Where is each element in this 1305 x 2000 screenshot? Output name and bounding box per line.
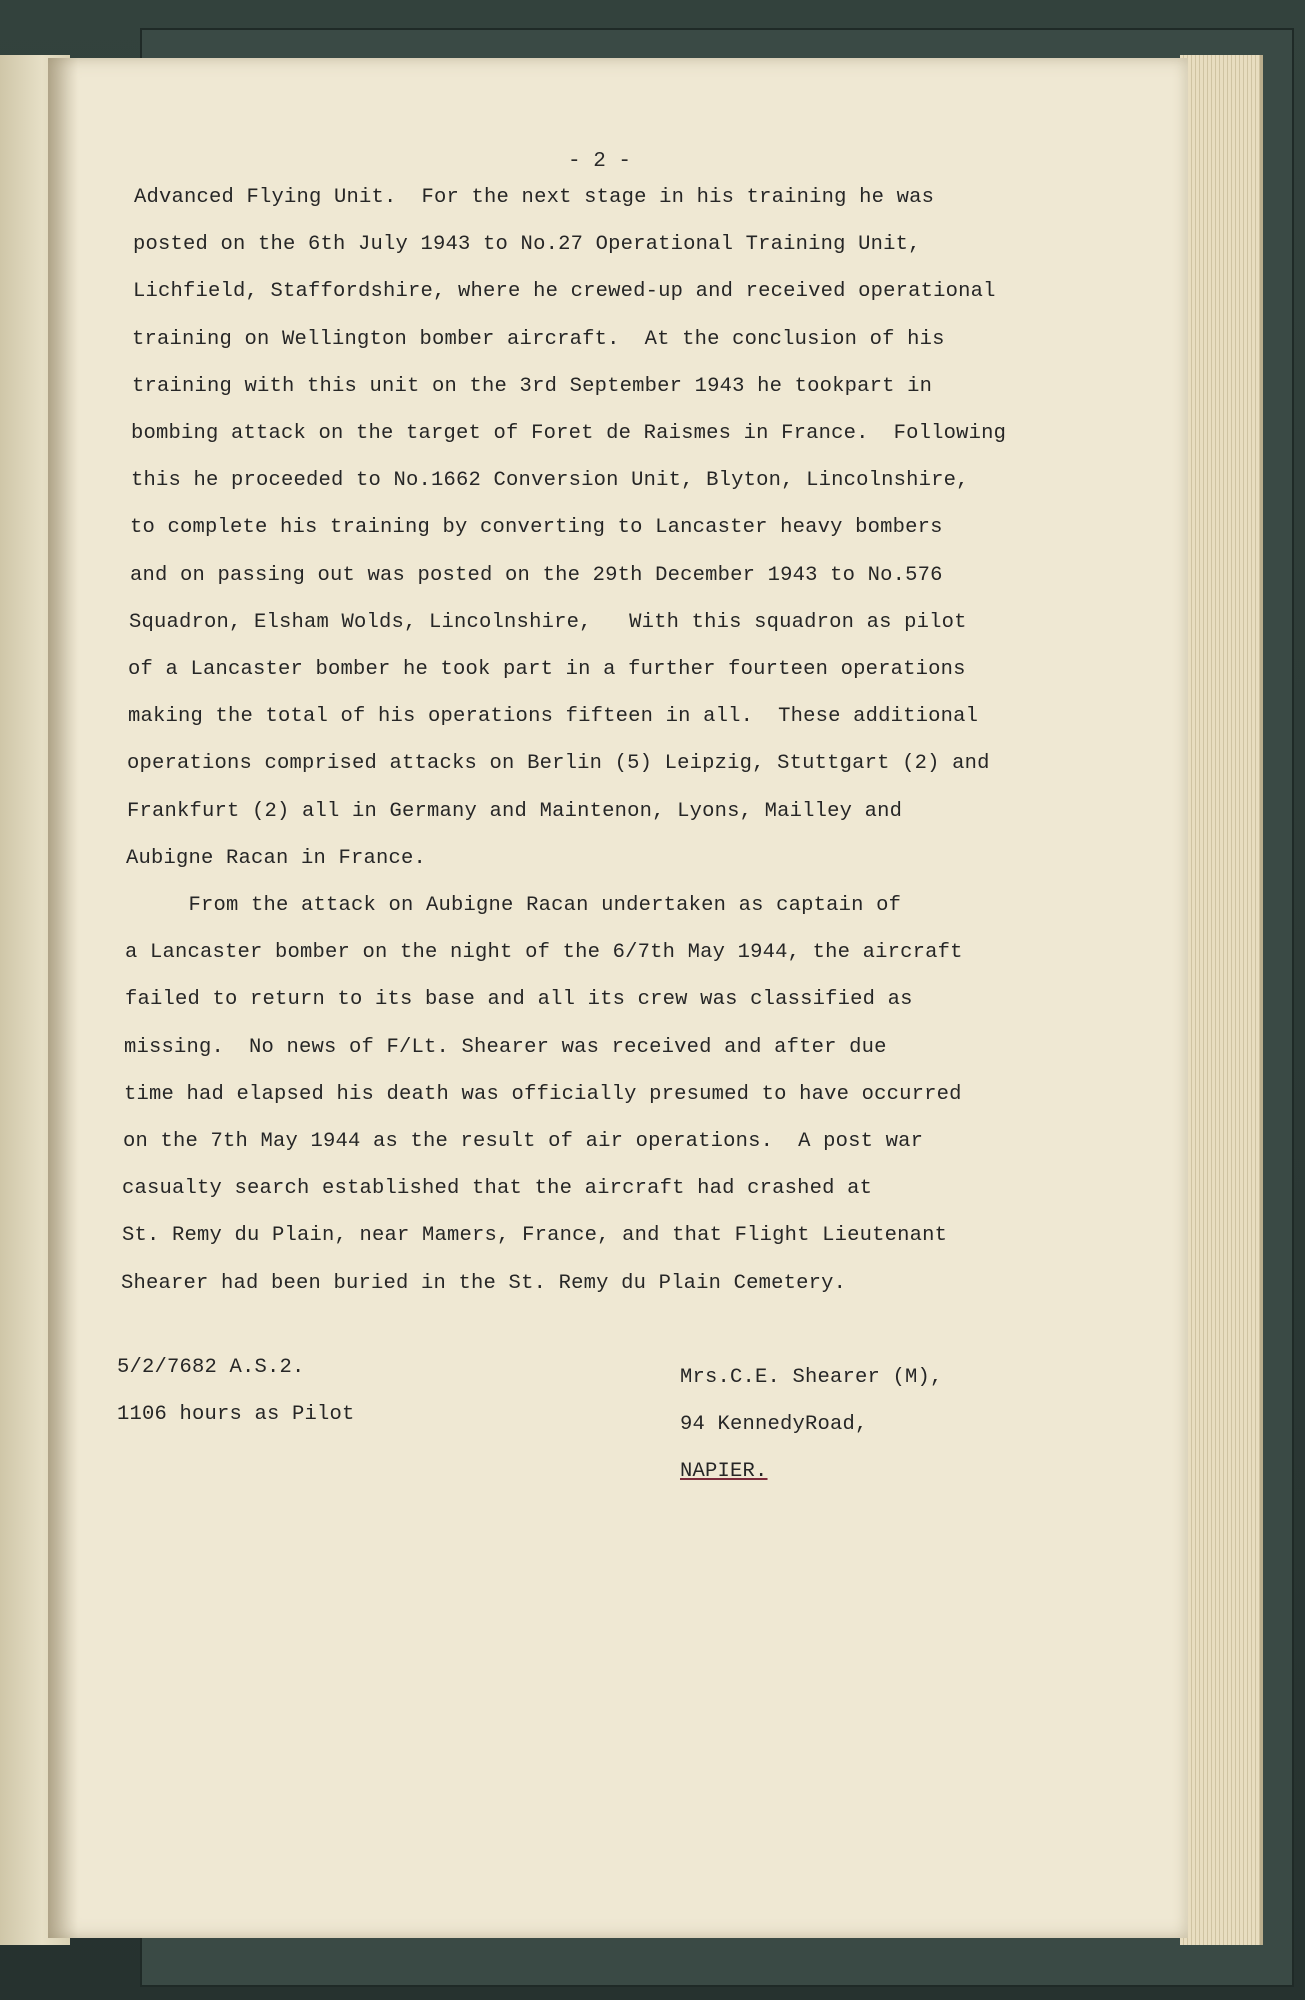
document-page [48,58,1188,1938]
text-line: Frankfurt (2) all in Germany and Maintenon, Lyons, Mailley and [127,799,903,823]
text-line: a Lancaster bomber on the night of the 6/7th May 1944, the aircraft [125,941,963,965]
text-line: time had elapsed his death was officially presumed to have occurred [124,1082,962,1106]
text-line: operations comprised attacks on Berlin (5) Leipzig, Stuttgart (2) and [127,752,990,776]
text-line: Lichfield, Staffordshire, where he crewed-up and received operational [133,280,996,304]
text-line: bombing attack on the target of Foret de Raismes in France. Following [131,422,1007,445]
next-of-kin-town: NAPIER. [680,1460,768,1483]
reference-number: 5/2/7682 A.S.2. [117,1356,305,1379]
text-line: From the attack on Aubigne Racan undertaken as captain of [126,894,902,917]
text-line: casualty search established that the aircraft had crashed at [122,1177,873,1201]
text-line: Shearer had been buried in the St. Remy du Plain Cemetery. [121,1271,847,1295]
next-of-kin-name: Mrs.C.E. Shearer (M), [680,1366,943,1389]
text-line: to complete his training by converting to Lancaster heavy bombers [130,516,943,540]
next-of-kin-address: 94 KennedyRoad, [680,1413,868,1436]
text-line: St. Remy du Plain, near Mamers, France, and that Flight Lieutenant [122,1224,948,1248]
text-line: making the total of his operations fifteen in all. These additional [128,705,979,729]
text-line: on the 7th May 1944 as the result of air operations. A post war [123,1130,924,1153]
flying-hours: 1106 hours as Pilot [117,1403,355,1426]
gutter-shadow [48,58,78,1938]
text-line: failed to return to its base and all its crew was classified as [125,988,913,1012]
text-line: training with this unit on the 3rd September 1943 he tookpart in [132,374,933,398]
page-number: - 2 - [568,150,632,173]
text-line: this he proceeded to No.1662 Conversion Unit, Blyton, Lincolnshire, [131,469,969,493]
text-line: of a Lancaster bomber he took part in a further fourteen operations [128,658,966,681]
text-line: Squadron, Elsham Wolds, Lincolnshire, With this squadron as pilot [129,610,967,634]
text-line: posted on the 6th July 1943 to No.27 Operational Training Unit, [133,233,921,257]
text-line: training on Wellington bomber aircraft. At the conclusion of his [132,327,945,351]
text-line: Aubigne Racan in France. [126,846,427,870]
text-line: Advanced Flying Unit. For the next stage in his training he was [134,186,935,209]
text-line: and on passing out was posted on the 29th December 1943 to No.576 [130,563,943,587]
text-line: missing. No news of F/Lt. Shearer was received and after due [124,1035,887,1059]
page-stack-edge [1180,55,1263,1945]
